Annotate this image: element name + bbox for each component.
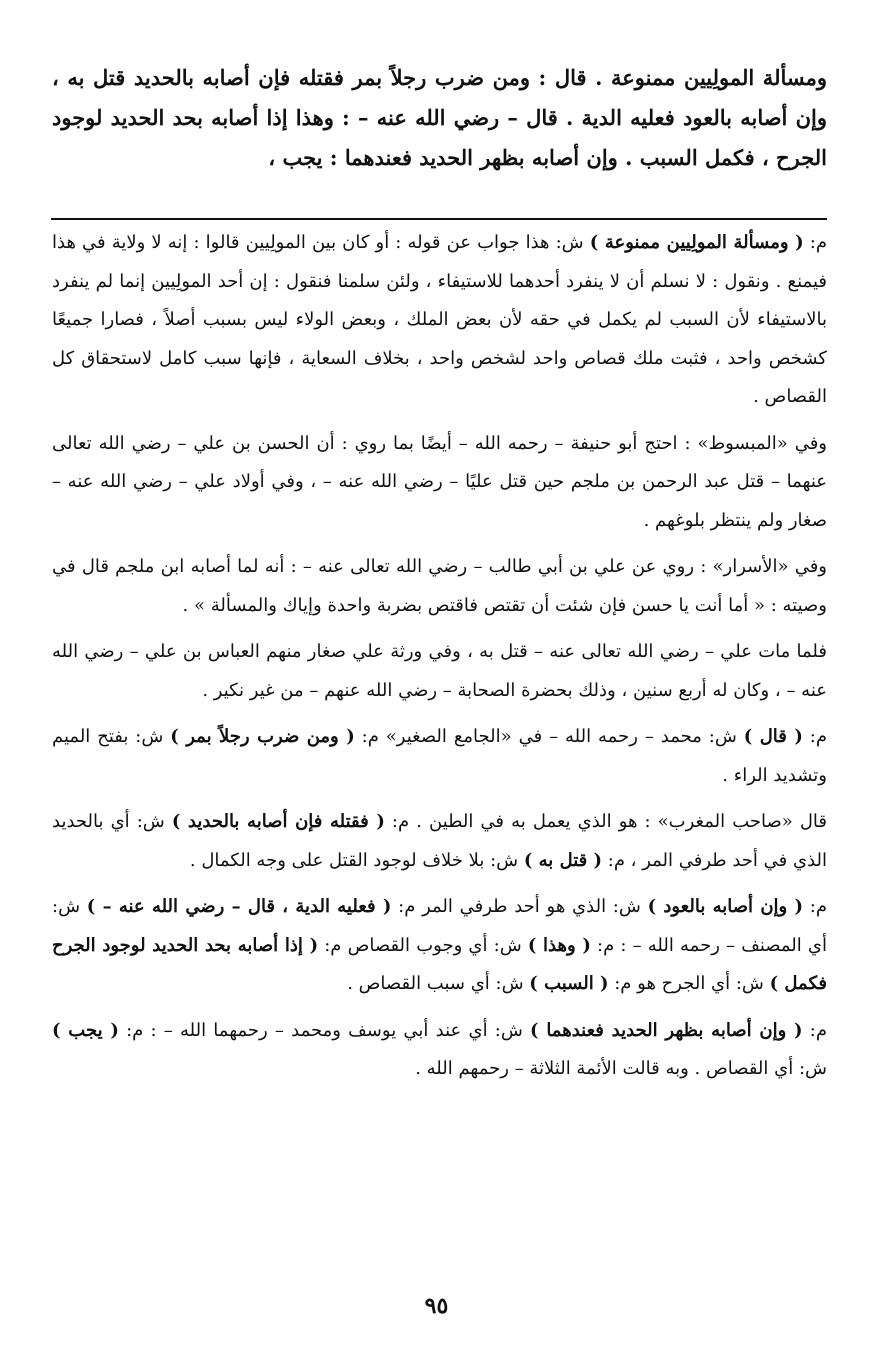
- commentary-paragraph: [52, 425, 827, 541]
- matn-quote: ( فقتله فإن أصابه بالحديد ): [171, 811, 385, 832]
- commentary-text: فلما مات علي – رضي الله تعالى عنه – قتل به ، وفي ورثة علي صغار منهم العباس بن علي – رضي الله عنه – ، وكان له أربع سنين ، وذلك بحضرة الصحابة – رضي الله عنهم – من غير نكير .: [52, 641, 827, 701]
- commentary-text: ش: بلا خلاف لوجود القتل على وجه الكمال .: [189, 849, 524, 871]
- commentary-text: م:: [802, 1019, 827, 1041]
- matn-quote: ( وهذا ): [527, 934, 591, 956]
- commentary-text: م:: [802, 726, 828, 747]
- commentary-text: ش: أي القصاص . وبه قالت الأئمة الثلاثة – رحمهم الله .: [415, 1058, 827, 1079]
- commentary-text: م:: [803, 232, 827, 253]
- commentary: [52, 224, 827, 1097]
- commentary-paragraph: [52, 888, 827, 1004]
- commentary-text: قال «صاحب المغرب» : هو الذي يعمل به في الطين . م:: [384, 811, 828, 832]
- commentary-paragraph: [52, 548, 827, 625]
- matn-quote: ( إذا أصابه بحد الحديد لوجود الجرح فكمل ): [52, 934, 827, 994]
- commentary-text: ش: أي بالحديد الذي في أحد طرفي المر ، م:: [52, 811, 827, 871]
- commentary-text: م:: [803, 896, 827, 917]
- commentary-paragraph: [52, 633, 827, 710]
- commentary-text: ش: الذي هو أحد طرفي المر م:: [391, 896, 648, 917]
- separator-line: [51, 218, 827, 220]
- matn-quote: ( قال ): [743, 726, 803, 747]
- commentary-text: ش: بفتح الميم وتشديد الراء .: [52, 726, 827, 786]
- matn-quote: ( يجب ): [52, 1019, 119, 1041]
- commentary-text: وفي «المبسوط» : احتج أبو حنيفة – رحمه الله – أيضًا بما روي : أن الحسن بن علي – رضي الله تعالى عنهما – قتل عبد الرحمن بن ملجم حين قتل عليًا – رضي الله عنه – ، وفي أولاد علي – رضي الله عنه – صغار ولم ينتظر بلوغهم .: [52, 432, 827, 531]
- commentary-text: ش: أي عند أبي يوسف ومحمد – رحمهما الله – : م:: [118, 1019, 531, 1041]
- page-number: ٩٥: [424, 1293, 449, 1319]
- commentary-text: ش: محمد – رحمه الله – في «الجامع الصغير» م:: [354, 726, 744, 747]
- matn-quote: ( ومسألة المولِيين ممنوعة ): [589, 232, 804, 253]
- matn-quote: ( وإن أصابه بالعود ): [647, 896, 804, 917]
- commentary-paragraph: [52, 718, 827, 795]
- matn-quote: ( ومن ضرب رجلاً بمر ): [170, 726, 355, 747]
- commentary-text: ش: هذا جواب عن قوله : أو كان بين المولِيين قالوا : إنه لا ولاية في هذا فيمنع . ونقول : لا نسلم أن لا ينفرد أحدهما للاستيفاء ، ولئن سلمنا فنقول : إن أحد المولِيين إنما لم ينفرد بالاستيفاء لأن السبب لم يكمل في حقه لأن بعض الملك ، وبعض الولاء ليس بسبب أصلاً ، فصارا جميعًا كشخص واحد ، فثبت ملك قصاص واحد لشخص واحد ، بخلاف السعاية ، فإنها سبب كامل لاستحقاق كل القصاص .: [52, 232, 827, 407]
- commentary-text: وفي «الأسرار» : روي عن علي بن أبي طالب – رضي الله تعالى عنه – : أنه لما أصابه ابن ملجم قال في وصيته : « أما أنت يا حسن فإن شئت أن تقتص فاقتص بضربة واحدة وإياك والمسألة » .: [52, 556, 827, 616]
- commentary-text: ش: أي المصنف – رحمه الله – : م:: [52, 896, 827, 956]
- main-text: ومسألة المولِيين ممنوعة . قال : ومن ضرب رجلاً بمر فقتله فإن أصابه بالحديد قتل به ، وإن أصابه بالعود فعليه الدية . قال – رضي الله عنه – : وهذا إذا أصابه بحد الحديد لوجود الجرح ، فكمل السبب . وإن أصابه بظهر الحديد فعندهما : يجب ،: [52, 65, 827, 170]
- commentary-text: ش: أي سبب القصاص .: [347, 973, 530, 994]
- matn-quote: ( السبب ): [529, 973, 609, 994]
- commentary-paragraph: [52, 803, 827, 880]
- matn-quote: ( وإن أصابه بظهر الحديد فعندهما ): [530, 1019, 803, 1041]
- matn-quote: ( فعليه الدية ، قال – رضي الله عنه – ): [86, 896, 392, 917]
- commentary-paragraph: [52, 1012, 827, 1089]
- matn-quote: ( قتل به ): [523, 849, 603, 871]
- commentary-text: ش: أي الجرح هو م:: [608, 973, 770, 994]
- commentary-text: ش: أي وجوب القصاص م:: [318, 934, 528, 956]
- commentary-paragraph: [52, 224, 827, 417]
